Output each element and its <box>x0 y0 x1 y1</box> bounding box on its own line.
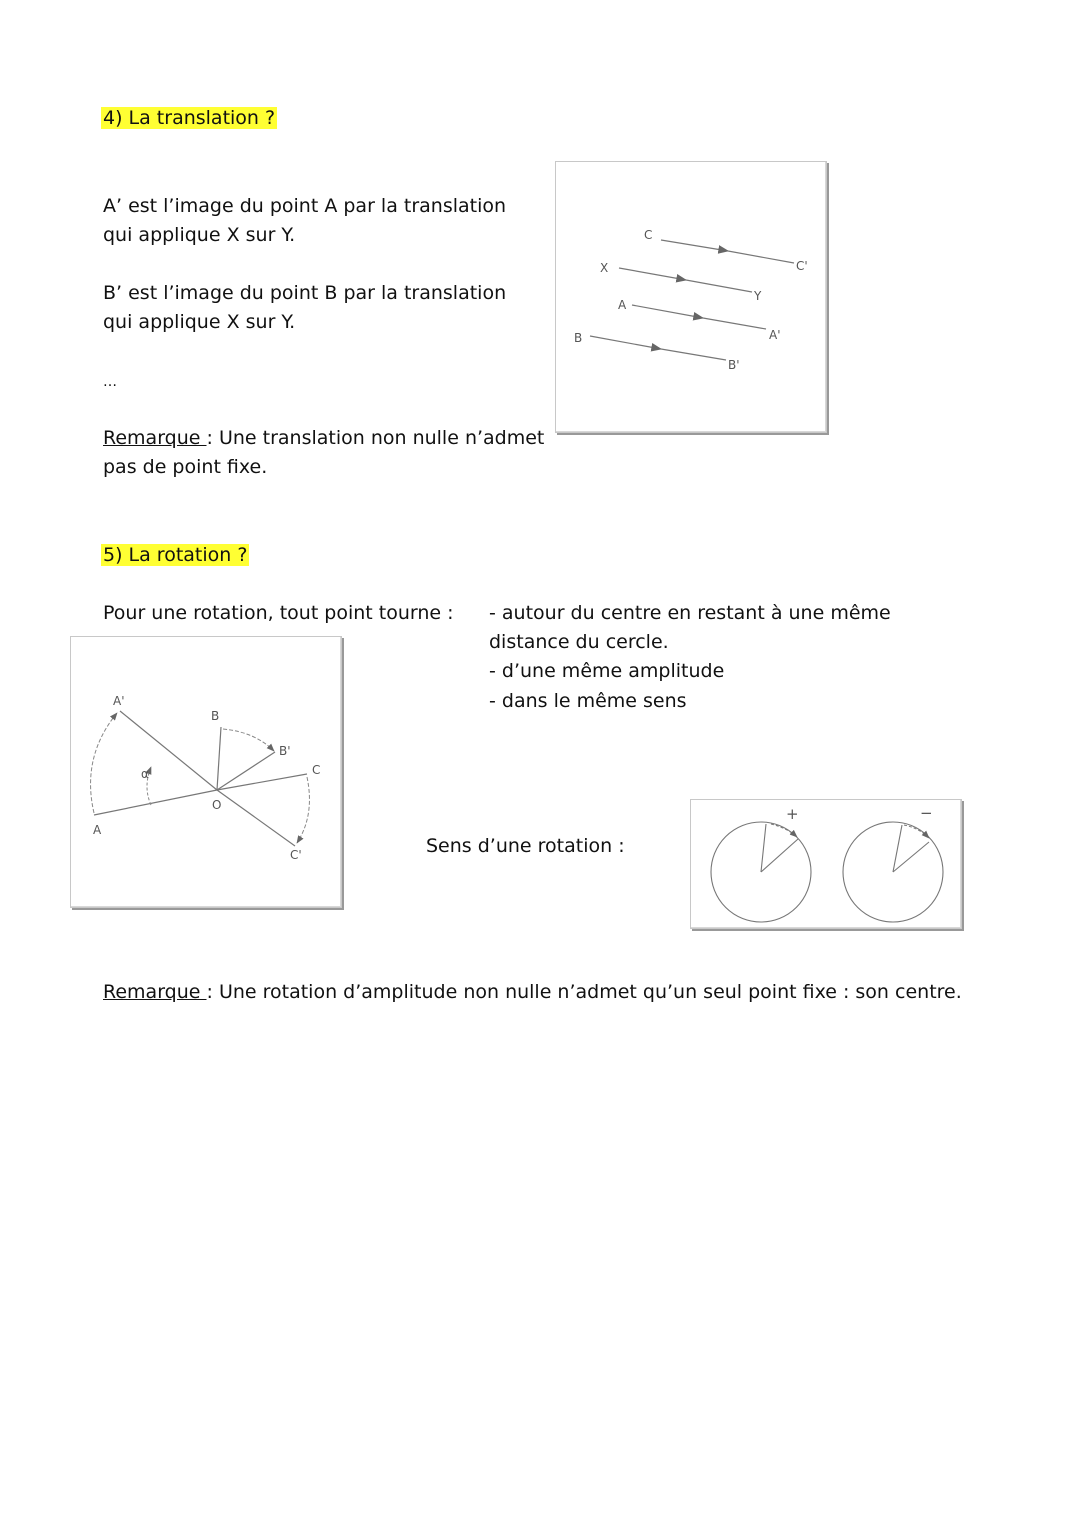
vector-a-line-end <box>703 318 766 329</box>
section-4-heading: 4) La translation ? <box>103 107 276 129</box>
label-b-prime: B' <box>728 358 740 372</box>
vector-xy-line <box>619 268 686 280</box>
remark-label: Remarque <box>103 981 207 1003</box>
translation-ellipsis: … <box>103 374 117 390</box>
ray-oc-prime <box>217 790 295 846</box>
ray-oa <box>94 790 217 815</box>
minus-sign: − <box>920 804 933 822</box>
plus-sign: + <box>786 805 799 823</box>
arc-b <box>223 729 274 751</box>
translation-figure <box>555 161 827 433</box>
label-b-prime: B' <box>279 744 291 758</box>
label-c-prime: C' <box>290 848 302 862</box>
label-b: B <box>574 331 583 345</box>
vector-b-line <box>590 336 661 349</box>
radius-positive-end <box>761 839 798 872</box>
label-c: C <box>312 763 321 777</box>
ray-ob <box>217 727 221 790</box>
rotation-sense-label: Sens d’une rotation : <box>426 835 625 857</box>
translation-remark-line2: pas de point fixe. <box>103 456 268 478</box>
label-a: A <box>93 823 102 837</box>
vector-b-line-end <box>661 349 726 360</box>
arc-a <box>91 713 117 813</box>
remark-label: Remarque <box>103 427 207 449</box>
rotation-diagram <box>71 637 341 907</box>
rotation-point1-line2: distance du cercle. <box>489 631 669 653</box>
rotation-point3: - dans le même sens <box>489 690 687 712</box>
arc-negative <box>904 825 929 838</box>
vector-xy-line-end <box>686 280 752 292</box>
arc-c <box>297 777 309 843</box>
label-c-prime: C' <box>796 259 808 273</box>
rotation-point2: - d’une même amplitude <box>489 660 725 682</box>
label-y: Y <box>754 289 762 303</box>
ray-oa-prime <box>120 709 220 790</box>
label-x: X <box>600 261 609 275</box>
translation-a-line1: A’ est l’image du point A par la translation <box>103 195 507 217</box>
translation-a-line2: qui applique X sur Y. <box>103 224 296 246</box>
label-a-prime: A' <box>769 328 781 342</box>
rotation-sense-figure <box>690 799 962 929</box>
label-a: A <box>618 298 627 312</box>
vector-c-line-end <box>728 251 794 263</box>
label-alpha: α <box>141 767 149 781</box>
translation-b-line1: B’ est l’image du point B par la translation <box>103 282 507 304</box>
arc-positive <box>771 824 797 837</box>
rotation-figure <box>70 636 342 908</box>
translation-remark-line1: Remarque : Une translation non nulle n’admet <box>103 427 545 449</box>
rotation-intro: Pour une rotation, tout point tourne : <box>103 602 454 624</box>
translation-b-line2: qui applique X sur Y. <box>103 311 296 333</box>
radius-positive-start <box>761 824 766 872</box>
rotation-point1-line1: - autour du centre en restant à une même <box>489 602 891 624</box>
rotation-remark: Remarque : Une rotation d’amplitude non nulle n’admet qu’un seul point fixe : son centre. <box>103 981 962 1003</box>
label-a-prime: A' <box>113 694 125 708</box>
label-b: B <box>211 709 220 723</box>
translation-diagram <box>556 162 826 432</box>
section-5-heading: 5) La rotation ? <box>103 544 248 566</box>
vector-a-line <box>632 305 703 318</box>
ray-oc <box>217 774 307 790</box>
rotation-sense-diagram <box>691 800 961 928</box>
label-c: C <box>644 228 653 242</box>
label-o: O <box>212 798 222 812</box>
vector-c-line <box>661 240 728 251</box>
